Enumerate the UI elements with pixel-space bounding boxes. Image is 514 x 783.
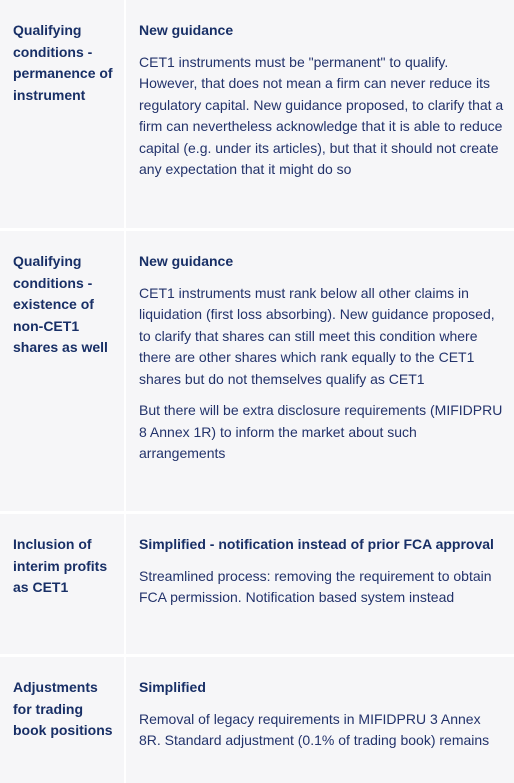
topic-label: Inclusion of interim profits as CET1 (13, 536, 108, 595)
description-cell (126, 657, 514, 783)
topic-label: Qualifying conditions - permanence of instrument (13, 22, 113, 103)
description-cell (126, 0, 514, 228)
description-paragraph: CET1 instruments must be "permanent" to qualify. However, that does not mean a firm can never reduce its regulatory capital. New guidance proposed, to clarify that a firm can nevertheless acknowledge that it is able to reduce capital (e.g. under its articles), but that it should not create any expectation that it might do so (139, 53, 504, 177)
topic-label: Qualifying conditions - existence of non-CET1 shares as well (13, 253, 108, 355)
table-row (0, 0, 514, 231)
topic-cell (0, 231, 126, 511)
description-paragraph: Streamlined process: removing the requirement to obtain FCA permission. Notification based system instead (139, 567, 492, 605)
topic-cell (0, 657, 126, 783)
change-heading: Simplified (139, 679, 206, 695)
table-row (0, 514, 514, 657)
description-cell (126, 231, 514, 511)
table-row (0, 657, 514, 783)
description-paragraph: But there will be extra disclosure requirements (MIFIDPRU 8 Annex 1R) to inform the market about such arrangements (139, 402, 503, 461)
description-paragraph: CET1 instruments must rank below all other claims in liquidation (first loss absorbing). New guidance proposed, to clarify that shares can still meet this condition where there are other shares which rank equally to the CET1 shares but do not themselves qualify as CET1 (139, 284, 495, 387)
topic-label: Adjustments for trading book positions (13, 679, 113, 738)
change-heading: New guidance (139, 22, 234, 38)
description-paragraph: Removal of legacy requirements in MIFIDPRU 3 Annex 8R. Standard adjustment (0.1% of trading book) remains (139, 710, 490, 748)
change-heading: Simplified - notification instead of prior FCA approval (139, 536, 494, 552)
description-cell (126, 514, 514, 654)
topic-cell (0, 514, 126, 654)
change-heading: New guidance (139, 253, 234, 269)
topic-cell (0, 0, 126, 228)
table-row (0, 231, 514, 514)
